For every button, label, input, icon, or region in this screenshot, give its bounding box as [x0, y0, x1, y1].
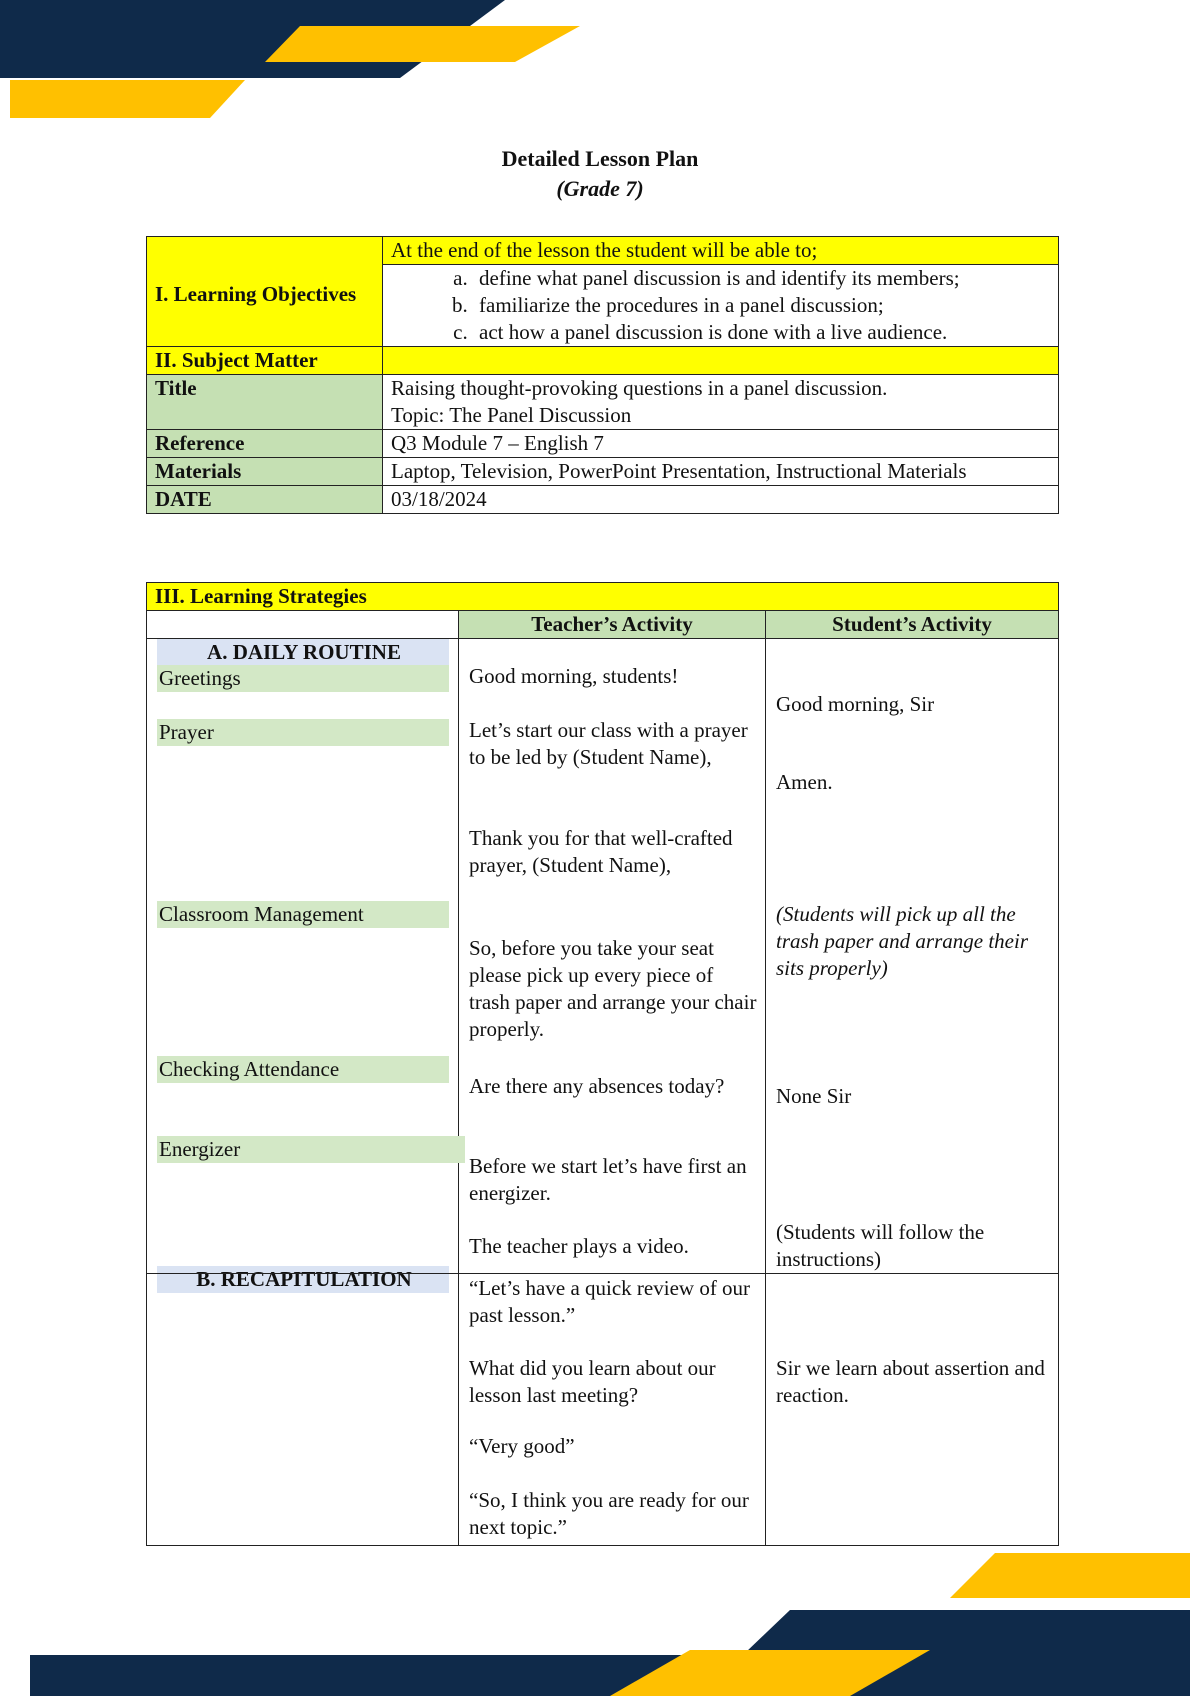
objectives-intro: At the end of the lesson the student will be able to; [383, 237, 1059, 265]
date-value: 03/18/2024 [383, 486, 1059, 514]
teacher-recap-1: “Let’s have a quick review of our past lesson.” [469, 1276, 751, 1327]
strategies-blank-header [147, 611, 459, 639]
date-label: DATE [147, 486, 383, 514]
section-recapitulation: B. RECAPITULATION [157, 1266, 449, 1293]
teacher-activity-header: Teacher’s Activity [459, 611, 766, 639]
teacher-attendance: Are there any absences today? [469, 1074, 725, 1098]
objectives-list [391, 265, 1050, 346]
subject-matter-label: II. Subject Matter [147, 347, 383, 375]
objectives-subject-table [146, 236, 1059, 514]
top-gold-parallelogram [265, 26, 580, 62]
materials-label: Materials [147, 458, 383, 486]
materials-value: Laptop, Television, PowerPoint Presentation, Instructional Materials [383, 458, 1059, 486]
strategies-label: III. Learning Strategies [147, 583, 1059, 611]
subject-matter-blank [383, 347, 1059, 375]
reference-value: Q3 Module 7 – English 7 [383, 430, 1059, 458]
objectives-label: I. Learning Objectives [147, 237, 383, 347]
label-checking-attendance: Checking Attendance [157, 1056, 449, 1083]
document-subtitle: (Grade 7) [556, 176, 644, 201]
teacher-recap-3: “Very good” [469, 1434, 575, 1458]
top-navy-band [0, 0, 505, 78]
teacher-video: The teacher plays a video. [469, 1234, 689, 1258]
routine-labels-column [147, 639, 459, 1546]
objective-item: a. define what panel discussion is and identify its members; [473, 265, 1050, 292]
teacher-recap-2: What did you learn about our lesson last meeting? [469, 1356, 716, 1407]
student-recap: Sir we learn about assertion and reaction. [776, 1356, 1045, 1407]
bottom-gold-small [950, 1553, 1190, 1598]
teacher-greeting: Good morning, students! [469, 664, 679, 688]
bottom-navy-band-right [700, 1610, 1190, 1696]
teacher-classroom: So, before you take your seat please pick up every piece of trash paper and arrange your chair properly. [469, 936, 757, 1041]
title-value [383, 375, 1059, 430]
objectives-list-cell [383, 265, 1059, 347]
student-activity-column [766, 639, 1059, 1546]
topic-value-line: Topic: The Panel Discussion [391, 403, 632, 427]
title-label: Title [147, 375, 383, 430]
label-energizer: Energizer [157, 1136, 465, 1163]
strategies-table [146, 582, 1059, 1546]
student-attendance: None Sir [776, 1084, 852, 1108]
top-gold-stripe [10, 80, 245, 118]
reference-label: Reference [147, 430, 383, 458]
teacher-activity-column [459, 639, 766, 1546]
teacher-thanks: Thank you for that well-crafted prayer, (Student Name), [469, 826, 733, 877]
objective-item: b. familiarize the procedures in a panel discussion; [473, 292, 1050, 319]
student-amen: Amen. [776, 770, 833, 794]
label-prayer: Prayer [157, 719, 449, 746]
recap-divider [146, 1273, 1059, 1274]
objective-item: c. act how a panel discussion is done with a live audience. [473, 319, 1050, 346]
student-energizer: (Students will follow the instructions) [776, 1220, 985, 1271]
bottom-gold-stripe [610, 1650, 930, 1696]
student-activity-header: Student’s Activity [766, 611, 1059, 639]
label-classroom-management: Classroom Management [157, 901, 449, 928]
document-title: Detailed Lesson Plan [501, 146, 699, 171]
student-greeting: Good morning, Sir [776, 692, 935, 716]
section-daily-routine: A. DAILY ROUTINE [157, 639, 449, 666]
title-value-line: Raising thought-provoking questions in a panel discussion. [391, 376, 888, 400]
label-greetings: Greetings [157, 665, 449, 692]
student-classroom: (Students will pick up all the trash paper and arrange their sits properly) [776, 902, 1028, 980]
teacher-recap-4: “So, I think you are ready for our next topic.” [469, 1488, 749, 1539]
bottom-navy-band-left [30, 1655, 700, 1696]
teacher-prayer: Let’s start our class with a prayer to be led by (Student Name), [469, 718, 748, 769]
teacher-energizer: Before we start let’s have first an energizer. [469, 1154, 747, 1205]
